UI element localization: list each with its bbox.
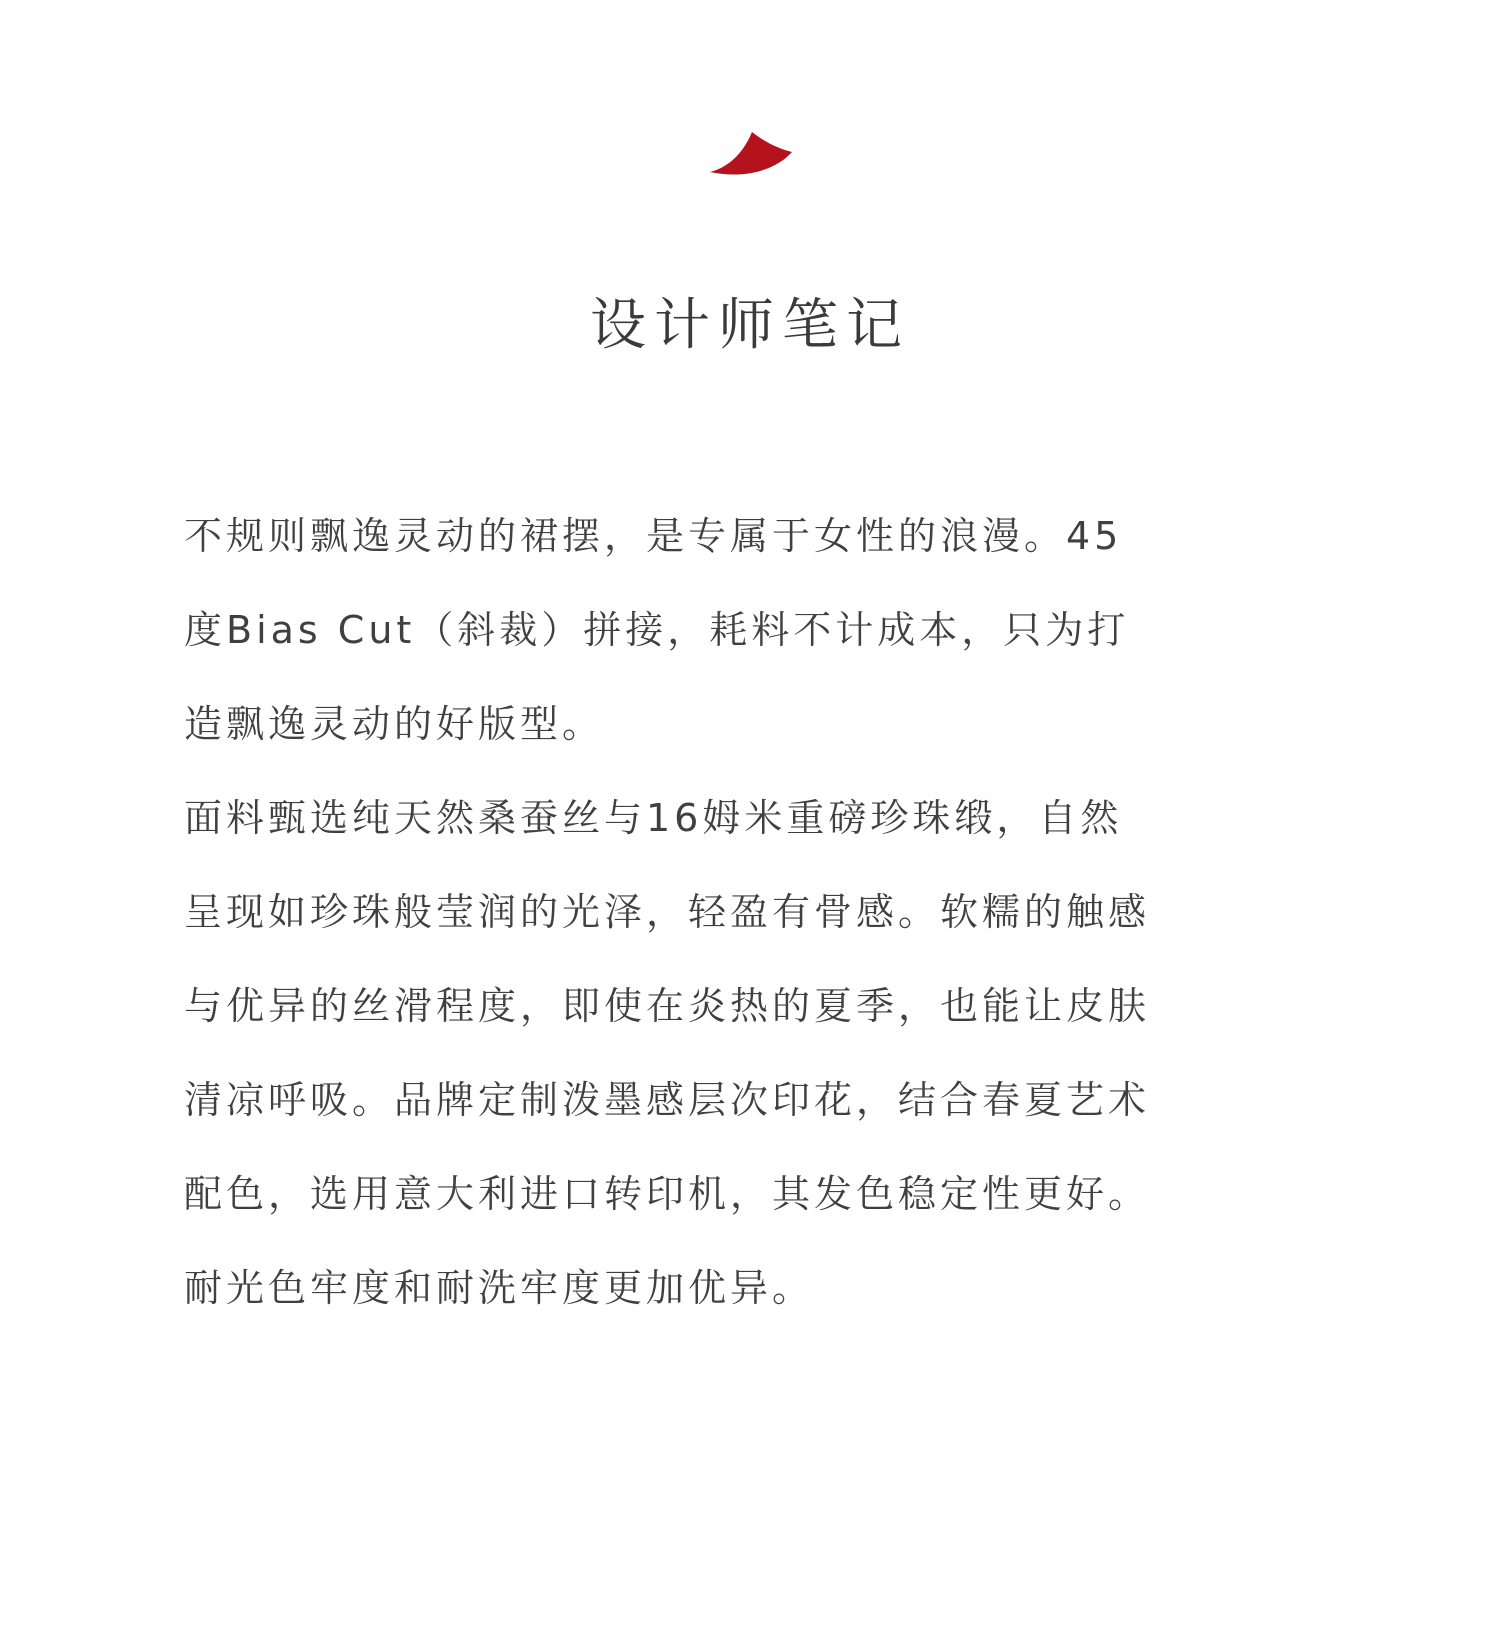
designer-notes-body [184,489,1334,1335]
note-paragraph-cut: 不规则飘逸灵动的裙摆，是专属于女性的浪漫。45 度Bias Cut（斜裁）拼接，耗料不计成本，只为打 造飘逸灵动的好版型。 [184,514,1130,746]
note-paragraph-fabric: 面料甄选纯天然桑蚕丝与16姆米重磅珍珠缎，自然 呈现如珍珠般莹润的光泽，轻盈有骨感。软糯的触感 与优异的丝滑程度，即使在炎热的夏季，也能让皮肤 清凉呼吸。品牌定制泼墨感层次印花，结合春夏艺术 配色，选用意大利进口转印机，其发色稳定性更好。 耐光色牢度和耐洗牢度更加优异。 [184,796,1151,1310]
page-title: 设计师笔记 [590,292,910,358]
brushstroke-logo-icon [708,128,794,184]
red-brushstroke-icon [708,128,794,184]
